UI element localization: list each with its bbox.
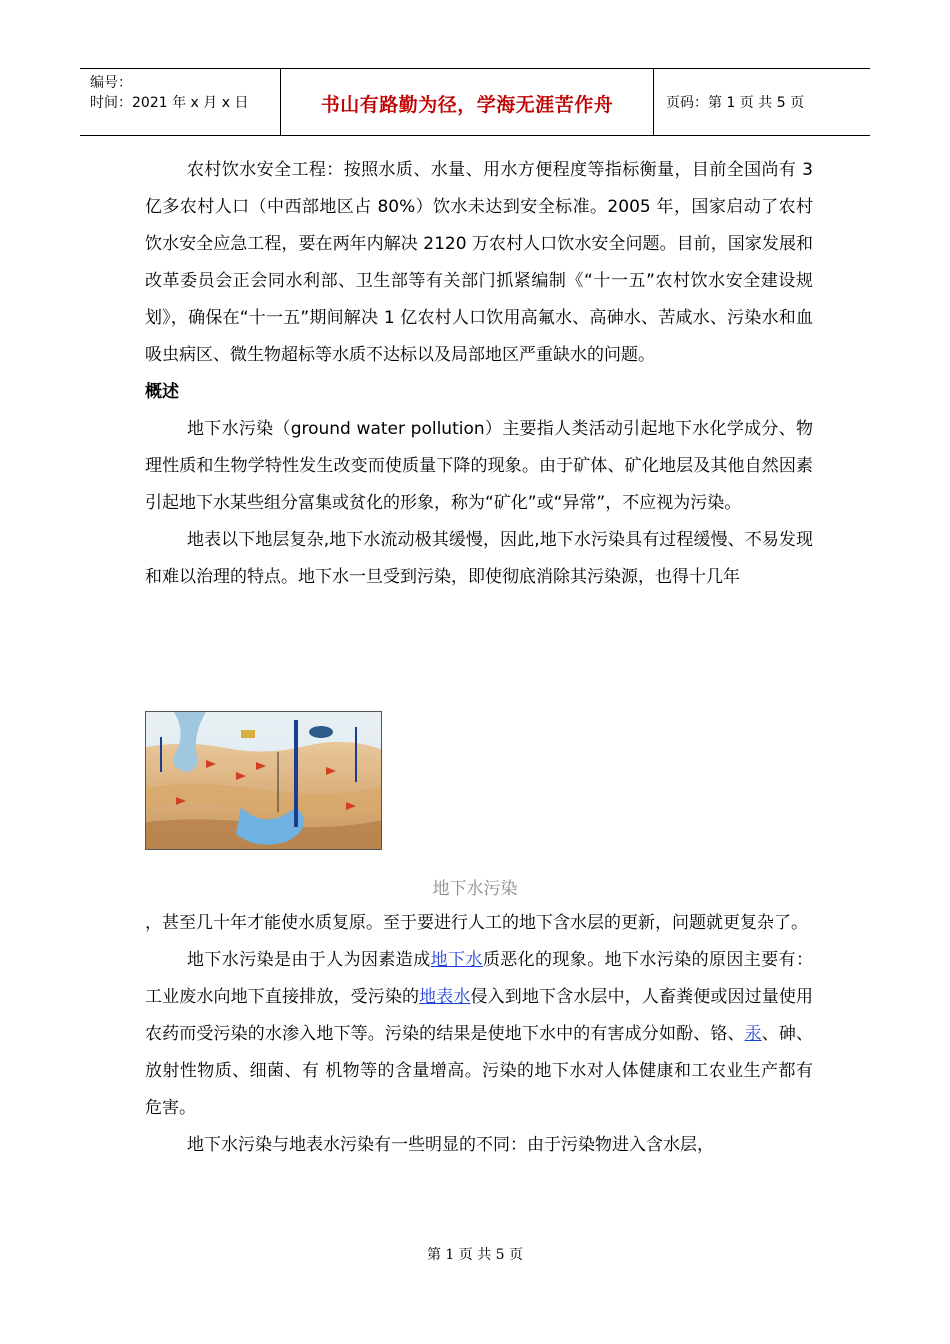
header-meta <box>80 69 281 135</box>
link-mercury[interactable]: 汞 <box>744 1024 762 1044</box>
groundwater-pollution-diagram <box>145 711 382 850</box>
causes-text-4: 、砷、放射性物质、细菌、有 机物等的含量增高。污染的地下水对人体健康和工农业生产都有危害。 <box>145 1024 814 1118</box>
causes-text-2: 质恶化的现象。地下水污染的原因主要有：工业废水向地下直接排放，受污染的 <box>145 950 814 1007</box>
section-heading: 概述 <box>145 382 179 402</box>
main-content <box>145 152 813 596</box>
paragraph-rural-water: 农村饮水安全工程：按照水质、水量、用水方便程度等指标衡量，目前全国尚有 3 亿多农村人口（中西部地区占 80%）饮水未达到安全标准。2005 年，国家启动了农村饮水安全应急工程，要在两年内解决 2120 万农村人口饮水安全问题。目前，国家发展和改革委员会正会同水利部、卫生部等有关部门抓紧编制《“十一五”农村饮水安全建设规划》，确保在“十一五”期间解决 1 亿农村人口饮用高氟水、高砷水、苦咸水、污染水和血吸虫病区、微生物超标等水质不达标以及局部地区严重缺水的问题。 <box>145 160 813 365</box>
time-label: 时间：2021 年 x 月 x 日 <box>90 95 249 111</box>
page-label: 页码：第 1 页 共 5 页 <box>666 95 805 111</box>
number-label: 编号： <box>90 75 132 91</box>
figure-caption: 地下水污染 <box>432 879 518 899</box>
motto: 书山有路勤为径，学海无涯苦作舟 <box>320 93 614 116</box>
main-content-continued <box>145 905 813 1164</box>
header-motto-cell <box>281 69 654 135</box>
causes-text-1: 地下水污染是由于人为因素造成 <box>187 950 431 970</box>
paragraph-comparison: 地下水污染与地表水污染有一些明显的不同：由于污染物进入含水层， <box>187 1135 714 1155</box>
definition-text: （ground water pollution）主要指人类活动引起地下水化学成分、物理性质和生物学特性发生改变而使质量下降的现象。由于矿体、矿化地层及其他自然因素引起地下水某些组分富集或贫化的形象，称为“矿化”或“异常”，不应视为污染。 <box>145 419 814 513</box>
paragraph-characteristics: 地表以下地层复杂,地下水流动极其缓慢，因此,地下水污染具有过程缓慢、不易发现和难以治理的特点。地下水一旦受到污染，即使彻底消除其污染源，也得十几年 <box>145 530 813 587</box>
term-groundwater-pollution: 地下水污染 <box>187 419 274 439</box>
header-page-cell <box>654 69 870 135</box>
link-groundwater[interactable]: 地下水 <box>430 950 483 970</box>
document-header <box>80 68 870 136</box>
diagram-illustration <box>146 712 382 850</box>
paragraph-causes <box>145 942 813 1127</box>
link-surface-water[interactable]: 地表水 <box>419 987 471 1007</box>
paragraph-definition <box>145 411 813 522</box>
causes-text-3: 侵入到地下含水层中，人畜粪便或因过量使用农药而受污染的水渗入地下等。污染的结果是使地下水中的有害成分如酚、铬、 <box>145 987 814 1044</box>
paragraph-continuation: ，甚至几十年才能使水质复原。至于要进行人工的地下含水层的更新，问题就更复杂了。 <box>145 913 808 933</box>
page-footer: 第 1 页 共 5 页 <box>426 1247 524 1263</box>
